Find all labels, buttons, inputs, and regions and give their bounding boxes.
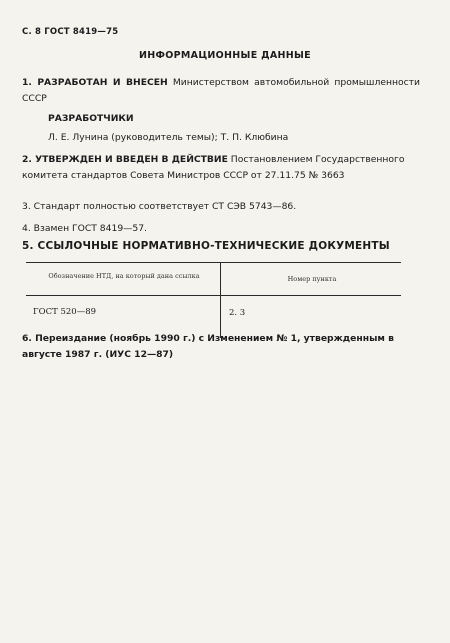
table-column-divider — [220, 262, 221, 338]
item-2-lead: 2. УТВЕРЖДЕН И ВВЕДЕН В ДЕЙСТВИЕ — [22, 154, 228, 165]
item-2 — [22, 152, 420, 183]
section-title: ИНФОРМАЦИОННЫЕ ДАННЫЕ — [139, 50, 311, 61]
item-4: 4. Взамен ГОСТ 8419—57. — [22, 223, 147, 234]
table-header-rule — [26, 295, 401, 296]
item-6: 6. Переиздание (ноябрь 1990 г.) с Изменением № 1, утвержденным в августе 1987 г. (ИУС 12—87) — [22, 333, 394, 360]
page-header: С. 8 ГОСТ 8419—75 — [22, 27, 119, 37]
table-header-clause: Номер пункта — [287, 275, 337, 283]
table-cell-clause: 2. 3 — [229, 308, 246, 318]
item-3: 3. Стандарт полностью соответствует СТ СЭВ 5743—86. — [22, 201, 297, 212]
table-cell-ntd: ГОСТ 520—89 — [33, 307, 97, 317]
item-1-text: Министерством автомобильной промышленности СССР — [22, 77, 420, 104]
table-header-ntd: Обозначение НТД, на который дана ссылка — [48, 272, 200, 280]
item-5-heading: 5. ССЫЛОЧНЫЕ НОРМАТИВНО-ТЕХНИЧЕСКИЕ ДОКУМЕНТЫ — [22, 240, 390, 252]
table-top-rule — [26, 262, 401, 263]
item-1 — [22, 75, 420, 106]
developers-heading: РАЗРАБОТЧИКИ — [48, 113, 134, 124]
item-1-lead: 1. РАЗРАБОТАН И ВНЕСЕН — [22, 77, 168, 88]
item-2-text: Постановлением Государственного комитета стандартов Совета Министров СССР от 27.11.75 № 3663 — [22, 154, 405, 181]
developers-names: Л. Е. Лунина (руководитель темы); Т. П. Клюбина — [48, 132, 289, 143]
